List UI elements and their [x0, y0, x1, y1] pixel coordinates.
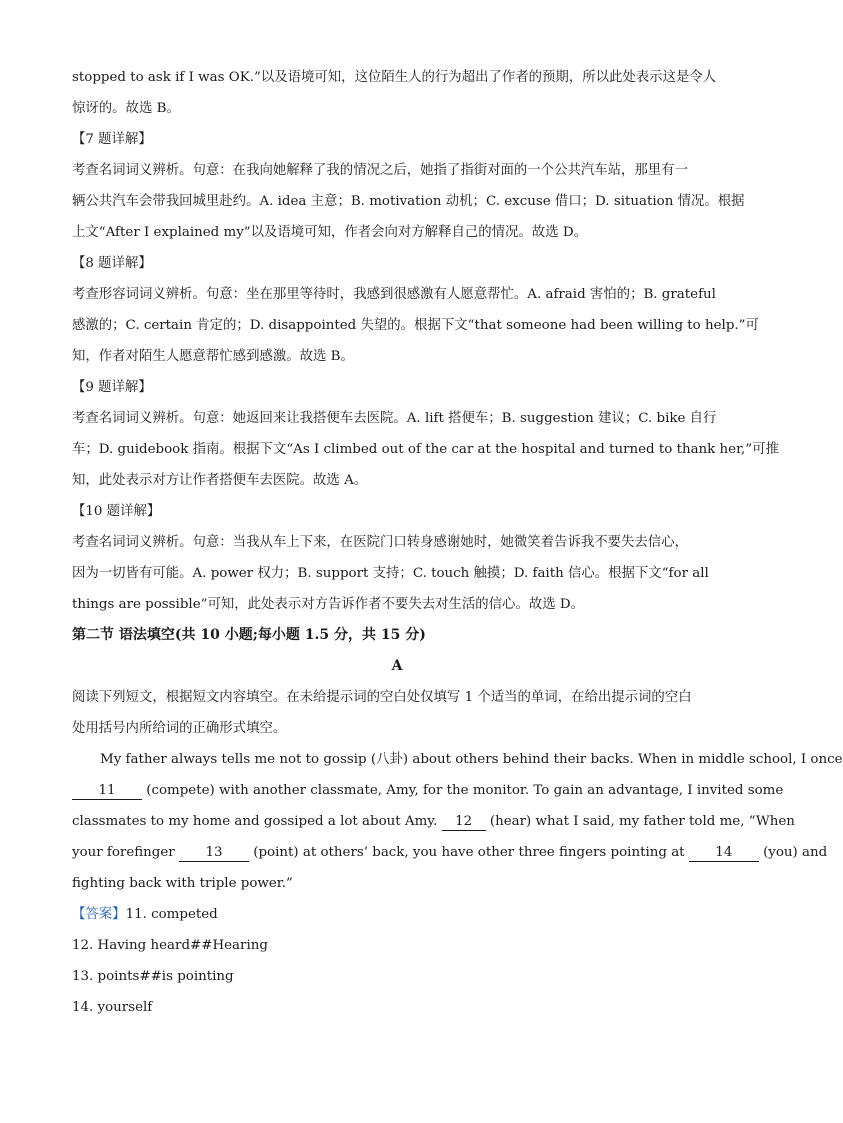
passage-line [72, 806, 795, 837]
instruction-line: 阅读下列短文，根据短文内容填空。在未给提示词的空白处仅填写 1 个适当的单词，在给出提示词的空白 [72, 690, 692, 705]
passage-text: (you) and [758, 845, 828, 860]
text-line: 考查名词词义辨析。句意：当我从车上下来，在医院门口转身感谢她时，她微笑着告诉我不要失去信心， [72, 535, 688, 550]
answer-line [72, 899, 722, 930]
answer-label: 【答案】 [72, 907, 126, 922]
blank-13: 13 [179, 845, 249, 862]
section-title: 第二节 语法填空(共 10 小题;每小题 1.5 分，共 15 分) [72, 627, 426, 643]
passage-text: (compete) with another classmate, Amy, for the monitor. To gain an advantage, I invited some [142, 783, 784, 798]
passage-line: fighting back with triple power.” [72, 876, 293, 891]
text-line: things are possible”可知，此处表示对方告诉作者不要失去对生活的信心。故选 D。 [72, 597, 584, 612]
passage-text: (hear) what I said, my father told me, “When [485, 814, 795, 829]
question-9-heading: 【9 题详解】 [72, 380, 152, 395]
answer-11: 11. competed [125, 907, 218, 922]
passage-text: classmates to my home and gossiped a lot about Amy. [72, 814, 442, 829]
text-line: 上文“After I explained my”以及语境可知，作者会向对方解释自己的情况。故选 D。 [72, 225, 587, 240]
passage-text: (point) at others’ back, you have other three fingers pointing at [248, 845, 689, 860]
text-line: 车；D. guidebook 指南。根据下文“As I climbed out of the car at the hospital and turned to thank her,”可推 [72, 442, 779, 457]
text-line: 知，作者对陌生人愿意帮忙感到感激。故选 B。 [72, 349, 354, 364]
blank-11: 11 [72, 783, 142, 800]
question-7-heading: 【7 题详解】 [72, 132, 152, 147]
passage-line [72, 775, 784, 806]
question-8-heading: 【8 题详解】 [72, 256, 152, 271]
question-10-heading: 【10 题详解】 [72, 504, 161, 519]
blank-14: 14 [689, 845, 759, 862]
answer-14: 14. yourself [72, 1000, 153, 1015]
document-page [72, 62, 843, 1023]
passage-text: your forefinger [72, 845, 179, 860]
text-line: 感激的；C. certain 肯定的；D. disappointed 失望的。根据下文“that someone had been willing to help.”可 [72, 318, 759, 333]
text-line: stopped to ask if I was OK.”以及语境可知，这位陌生人的行为超出了作者的预期，所以此处表示这是令人 [72, 70, 717, 85]
text-line: 考查形容词词义辨析。句意：坐在那里等待时，我感到很感激有人愿意帮忙。A. afraid 害怕的；B. grateful [72, 287, 716, 302]
passage-line [72, 837, 828, 868]
blank-12: 12 [442, 814, 486, 831]
text-line: 考查名词词义辨析。句意：在我向她解释了我的情况之后，她指了指街对面的一个公共汽车站，那里有一 [72, 163, 688, 178]
instruction-line: 处用括号内所给词的正确形式填空。 [72, 721, 287, 736]
text-line: 考查名词词义辨析。句意：她返回来让我搭便车去医院。A. lift 搭便车；B. suggestion 建议；C. bike 自行 [72, 411, 717, 426]
part-label: A [391, 658, 403, 674]
text-line: 因为一切皆有可能。A. power 权力；B. support 支持；C. touch 触摸；D. faith 信心。根据下文“for all [72, 566, 709, 581]
text-line: 知，此处表示对方让作者搭便车去医院。故选 A。 [72, 473, 368, 488]
text-line: 辆公共汽车会带我回城里赴约。A. idea 主意；B. motivation 动机；C. excuse 借口；D. situation 情况。根据 [72, 194, 745, 209]
passage-line: My father always tells me not to gossip (八卦) about others behind their backs. When in middle school, I once [100, 752, 843, 767]
answer-13: 13. points##is pointing [72, 969, 234, 984]
answer-12: 12. Having heard##Hearing [72, 938, 268, 953]
text-line: 惊讶的。故选 B。 [72, 101, 180, 116]
